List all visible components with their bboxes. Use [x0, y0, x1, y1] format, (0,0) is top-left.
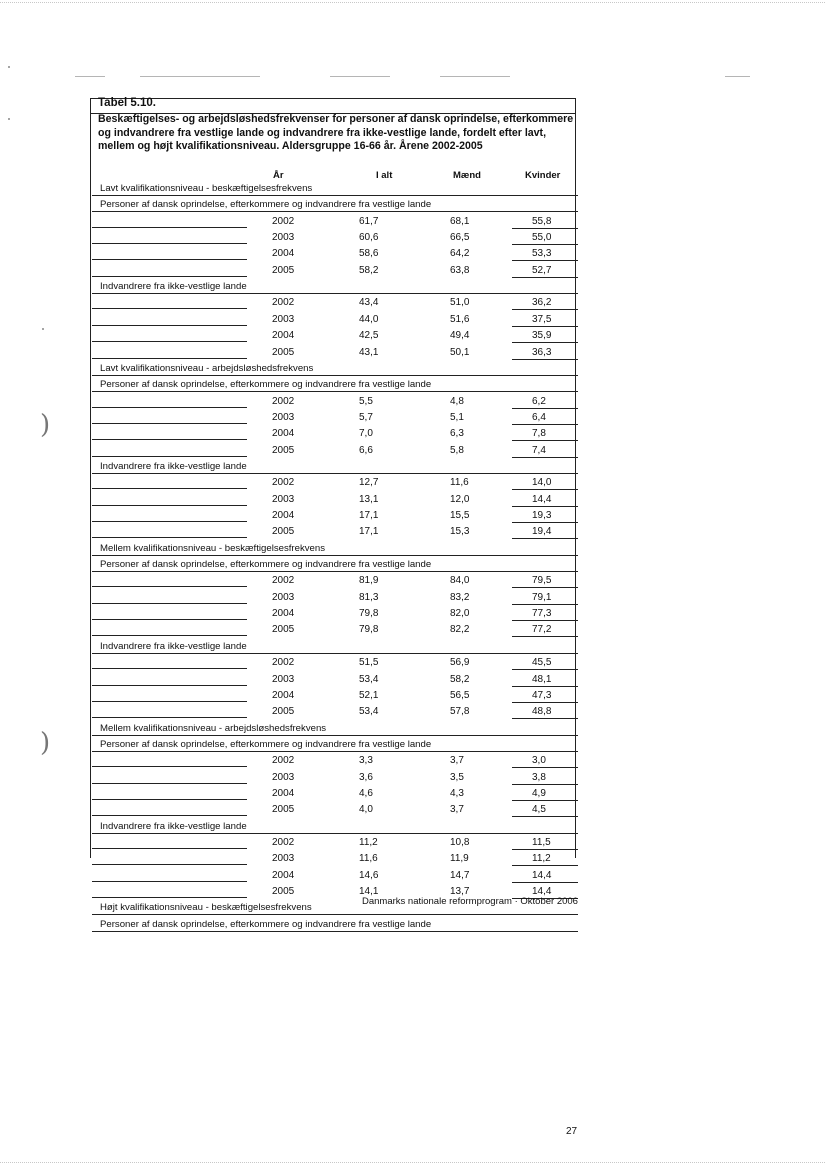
cell-year: 2003	[272, 771, 295, 783]
cell-year: 2004	[272, 510, 295, 521]
cell-men: 57,8	[450, 706, 470, 718]
cell-women: 37,5	[532, 313, 552, 325]
cell-men: 68,1	[450, 215, 470, 227]
scan-mark: )	[40, 728, 51, 758]
subsection-header-row	[92, 819, 582, 835]
table-row	[92, 410, 582, 426]
cell-women: 77,3	[532, 608, 552, 620]
cell-men: 15,5	[450, 510, 470, 521]
cell-women: 53,3	[532, 248, 552, 260]
cell-total: 3,3	[359, 755, 373, 767]
row-rule	[92, 521, 247, 522]
row-rule	[512, 587, 578, 588]
subsection-header-row	[92, 737, 582, 753]
subsection-header-row	[92, 459, 582, 475]
scan-artifact	[75, 76, 105, 77]
table-row	[92, 524, 582, 540]
row-rule	[512, 604, 578, 605]
row-rule	[92, 505, 247, 506]
cell-year: 2002	[272, 395, 295, 407]
row-rule	[92, 848, 247, 849]
cell-total: 14,6	[359, 869, 379, 881]
row-rule	[512, 440, 578, 441]
cell-men: 11,6	[450, 477, 469, 489]
cell-year: 2002	[272, 297, 295, 309]
cell-total: 53,4	[359, 706, 379, 718]
row-rule	[92, 619, 247, 620]
cell-women: 3,8	[532, 771, 546, 783]
cell-total: 58,6	[359, 248, 379, 260]
row-rule	[512, 702, 578, 703]
row-rule	[92, 668, 247, 669]
table-row	[92, 688, 582, 704]
cell-total: 52,1	[359, 689, 379, 701]
cell-men: 5,1	[450, 411, 464, 423]
cell-total: 79,8	[359, 624, 379, 636]
cell-men: 3,7	[450, 755, 464, 767]
row-rule	[512, 718, 578, 719]
cell-men: 84,0	[450, 575, 470, 587]
row-rule	[92, 308, 247, 309]
cell-year: 2003	[272, 853, 295, 865]
row-rule	[92, 783, 247, 784]
row-rule	[512, 800, 578, 801]
row-rule	[92, 833, 578, 834]
scan-artifact	[8, 118, 10, 120]
cell-women: 14,0	[532, 477, 552, 489]
section-header-row	[92, 541, 582, 557]
cell-year: 2002	[272, 215, 295, 227]
row-rule	[92, 341, 247, 342]
section-header-row	[92, 361, 582, 377]
cell-men: 4,3	[450, 787, 464, 799]
row-rule	[92, 717, 247, 718]
cell-women: 79,1	[532, 591, 552, 603]
cell-year: 2002	[272, 657, 295, 669]
row-rule	[512, 326, 578, 327]
row-rule	[92, 537, 247, 538]
row-rule	[512, 489, 578, 490]
subsection-header-row	[92, 917, 582, 933]
row-rule	[512, 686, 578, 687]
cell-year: 2005	[272, 886, 295, 898]
cell-men: 83,2	[450, 591, 470, 603]
cell-men: 56,9	[450, 657, 470, 669]
row-rule	[512, 767, 578, 768]
cell-year: 2002	[272, 755, 295, 767]
row-rule	[92, 276, 247, 277]
row-rule	[92, 407, 247, 408]
cell-women: 4,9	[532, 787, 546, 799]
row-rule	[92, 259, 247, 260]
cell-year: 2002	[272, 837, 295, 848]
cell-women: 14,4	[532, 886, 552, 898]
subsection-label: Indvandrere fra ikke-vestlige lande	[100, 281, 247, 293]
row-rule	[92, 685, 247, 686]
cell-year: 2004	[272, 608, 295, 620]
row-rule	[512, 636, 578, 637]
cell-year: 2004	[272, 787, 295, 799]
row-rule	[92, 766, 247, 767]
row-rule	[92, 735, 578, 736]
row-rule	[92, 931, 578, 932]
table-row	[92, 622, 582, 638]
table-row	[92, 704, 582, 720]
cell-women: 19,3	[532, 510, 552, 521]
cell-total: 42,5	[359, 330, 379, 342]
section-label: Lavt kvalifikationsniveau - arbejdsløshedsfrekvens	[100, 362, 314, 374]
row-rule	[92, 815, 247, 816]
column-header-total: I alt	[376, 170, 393, 181]
cell-year: 2004	[272, 248, 295, 260]
row-rule	[512, 457, 578, 458]
table-row	[92, 802, 582, 818]
cell-year: 2005	[272, 624, 295, 636]
cell-women: 14,4	[532, 869, 552, 881]
row-rule	[512, 865, 578, 866]
row-rule	[92, 586, 247, 587]
column-header-year: År	[273, 170, 284, 181]
cell-total: 13,1	[359, 493, 379, 505]
cell-men: 3,7	[450, 804, 464, 816]
subsection-label: Personer af dansk oprindelse, efterkommere og indvandrere fra vestlige lande	[100, 738, 432, 750]
cell-women: 19,4	[532, 526, 552, 538]
cell-men: 6,3	[450, 428, 464, 440]
cell-year: 2003	[272, 591, 295, 603]
cell-women: 6,2	[532, 395, 546, 407]
table-row	[92, 753, 582, 769]
row-rule	[512, 408, 578, 409]
table-row	[92, 230, 582, 246]
table-row	[92, 426, 582, 442]
table-row	[92, 295, 582, 311]
cell-women: 79,5	[532, 575, 552, 587]
table-row	[92, 214, 582, 230]
cell-men: 51,0	[450, 297, 470, 309]
table-row	[92, 312, 582, 328]
cell-women: 36,3	[532, 346, 552, 358]
subsection-header-row	[92, 377, 582, 393]
cell-year: 2005	[272, 444, 295, 456]
scan-mark: )	[40, 410, 51, 440]
row-rule	[512, 669, 578, 670]
cell-women: 77,2	[532, 624, 552, 636]
cell-total: 61,7	[359, 215, 379, 227]
table-row	[92, 508, 582, 524]
cell-men: 15,3	[450, 526, 470, 538]
cell-total: 43,4	[359, 297, 379, 309]
cell-men: 82,0	[450, 608, 470, 620]
row-rule	[92, 211, 578, 212]
scan-artifact	[330, 76, 390, 77]
cell-women: 11,2	[532, 853, 551, 865]
cell-year: 2003	[272, 411, 295, 423]
cell-total: 79,8	[359, 608, 379, 620]
row-rule	[512, 277, 578, 278]
table-row	[92, 246, 582, 262]
column-header-men: Mænd	[453, 170, 481, 181]
cell-total: 5,7	[359, 411, 373, 423]
section-label: Mellem kvalifikationsniveau - arbejdsløshedsfrekvens	[100, 722, 327, 734]
row-rule	[92, 195, 578, 196]
row-rule	[92, 391, 578, 392]
cell-women: 55,8	[532, 215, 552, 227]
row-rule	[512, 424, 578, 425]
scan-artifact	[8, 66, 10, 68]
cell-women: 11,5	[532, 837, 551, 848]
cell-total: 4,0	[359, 804, 373, 816]
row-rule	[92, 603, 247, 604]
subsection-label: Personer af dansk oprindelse, efterkommere og indvandrere fra vestlige lande	[100, 199, 432, 211]
scan-edge-top	[0, 2, 825, 3]
table-row	[92, 263, 582, 279]
cell-total: 81,9	[359, 575, 379, 587]
subsection-label: Indvandrere fra ikke-vestlige lande	[100, 820, 247, 832]
subsection-label: Personer af dansk oprindelse, efterkommere og indvandrere fra vestlige lande	[100, 559, 432, 571]
row-rule	[512, 784, 578, 785]
row-rule	[92, 488, 247, 489]
scan-artifact	[440, 76, 510, 77]
table-row	[92, 786, 582, 802]
subsection-label: Indvandrere fra ikke-vestlige lande	[100, 460, 247, 472]
table-row	[92, 492, 582, 508]
row-rule	[92, 881, 247, 882]
scan-artifact	[42, 328, 44, 330]
cell-men: 51,6	[450, 313, 470, 325]
subsection-label: Personer af dansk oprindelse, efterkommere og indvandrere fra vestlige lande	[100, 918, 432, 930]
table-row	[92, 345, 582, 361]
table-row	[92, 573, 582, 589]
row-rule	[512, 849, 578, 850]
row-rule	[92, 375, 578, 376]
row-rule	[92, 653, 578, 654]
row-rule	[512, 816, 578, 817]
row-rule	[92, 897, 247, 898]
row-rule	[92, 243, 247, 244]
cell-year: 2005	[272, 804, 295, 816]
table-row	[92, 655, 582, 671]
cell-total: 60,6	[359, 232, 379, 244]
cell-men: 50,1	[450, 346, 470, 358]
subsection-header-row	[92, 279, 582, 295]
cell-women: 3,0	[532, 755, 546, 767]
cell-men: 13,7	[450, 886, 470, 898]
cell-total: 58,2	[359, 264, 379, 276]
row-rule	[92, 864, 247, 865]
row-rule	[512, 522, 578, 523]
cell-total: 5,5	[359, 395, 373, 407]
row-rule	[512, 359, 578, 360]
cell-total: 6,6	[359, 444, 373, 456]
row-rule	[512, 309, 578, 310]
cell-women: 7,8	[532, 428, 546, 440]
cell-men: 12,0	[450, 493, 470, 505]
cell-men: 56,5	[450, 689, 470, 701]
table-row	[92, 590, 582, 606]
cell-men: 58,2	[450, 673, 470, 685]
scan-edge-bottom	[0, 1162, 825, 1163]
row-rule	[512, 882, 578, 883]
column-header-women: Kvinder	[525, 170, 561, 181]
section-header-row	[92, 721, 582, 737]
row-rule	[512, 620, 578, 621]
cell-men: 11,9	[450, 853, 469, 865]
page-footer: Danmarks nationale reformprogram · Oktober 2006	[362, 896, 578, 907]
cell-men: 14,7	[450, 869, 470, 881]
row-rule	[92, 439, 247, 440]
cell-total: 4,6	[359, 787, 373, 799]
cell-year: 2003	[272, 673, 295, 685]
cell-women: 48,8	[532, 706, 552, 718]
cell-year: 2002	[272, 575, 295, 587]
row-rule	[92, 293, 578, 294]
row-rule	[92, 473, 578, 474]
cell-men: 64,2	[450, 248, 470, 260]
row-rule	[92, 358, 247, 359]
cell-total: 14,1	[359, 886, 379, 898]
cell-women: 14,4	[532, 493, 552, 505]
row-rule	[512, 260, 578, 261]
row-rule	[92, 635, 247, 636]
table-number: Tabel 5.10.	[98, 97, 156, 109]
cell-women: 7,4	[532, 444, 546, 456]
cell-women: 47,3	[532, 689, 552, 701]
cell-total: 43,1	[359, 346, 379, 358]
cell-men: 10,8	[450, 837, 470, 848]
cell-women: 4,5	[532, 804, 546, 816]
table-row	[92, 328, 582, 344]
cell-year: 2004	[272, 330, 295, 342]
cell-year: 2004	[272, 428, 295, 440]
cell-men: 66,5	[450, 232, 470, 244]
row-rule	[92, 555, 578, 556]
page-number: 27	[566, 1126, 578, 1137]
cell-men: 5,8	[450, 444, 464, 456]
cell-men: 82,2	[450, 624, 470, 636]
row-rule	[512, 342, 578, 343]
row-rule	[92, 423, 247, 424]
table-row	[92, 851, 582, 867]
cell-year: 2004	[272, 869, 295, 881]
row-rule	[512, 244, 578, 245]
cell-year: 2005	[272, 706, 295, 718]
cell-year: 2003	[272, 313, 295, 325]
table-row	[92, 606, 582, 622]
cell-year: 2004	[272, 689, 295, 701]
subsection-label: Indvandrere fra ikke-vestlige lande	[100, 640, 247, 652]
table-row	[92, 770, 582, 786]
cell-total: 51,5	[359, 657, 379, 669]
cell-women: 36,2	[532, 297, 552, 309]
table-row	[92, 475, 582, 491]
cell-women: 48,1	[532, 673, 552, 685]
table-row	[92, 672, 582, 688]
row-rule	[512, 506, 578, 507]
row-rule	[92, 751, 578, 752]
row-rule	[92, 456, 247, 457]
cell-year: 2005	[272, 264, 295, 276]
section-label: Højt kvalifikationsniveau - beskæftigelsesfrekvens	[100, 902, 312, 914]
cell-women: 6,4	[532, 411, 546, 423]
section-header-row	[92, 181, 582, 197]
row-rule	[92, 701, 247, 702]
cell-men: 49,4	[450, 330, 470, 342]
section-label: Mellem kvalifikationsniveau - beskæftigelsesfrekvens	[100, 542, 326, 554]
cell-men: 63,8	[450, 264, 470, 276]
cell-total: 11,2	[359, 837, 378, 848]
cell-men: 4,8	[450, 395, 464, 407]
row-rule	[92, 325, 247, 326]
cell-year: 2005	[272, 526, 295, 538]
subsection-header-row	[92, 639, 582, 655]
row-rule	[512, 228, 578, 229]
cell-total: 53,4	[359, 673, 379, 685]
subsection-header-row	[92, 197, 582, 213]
scan-artifact	[725, 76, 750, 77]
cell-total: 17,1	[359, 526, 379, 538]
cell-year: 2003	[272, 493, 295, 505]
cell-total: 7,0	[359, 428, 373, 440]
table-row	[92, 835, 582, 851]
subsection-label: Personer af dansk oprindelse, efterkommere og indvandrere fra vestlige lande	[100, 379, 432, 391]
cell-year: 2003	[272, 232, 295, 244]
row-rule	[92, 914, 578, 915]
cell-total: 3,6	[359, 771, 373, 783]
subsection-header-row	[92, 557, 582, 573]
table-row	[92, 394, 582, 410]
cell-total: 81,3	[359, 591, 379, 603]
table-row	[92, 868, 582, 884]
cell-women: 45,5	[532, 657, 552, 669]
cell-women: 52,7	[532, 264, 552, 276]
table-row	[92, 443, 582, 459]
cell-year: 2005	[272, 346, 295, 358]
row-rule	[92, 227, 247, 228]
cell-men: 3,5	[450, 771, 464, 783]
row-rule	[92, 571, 578, 572]
cell-women: 35,9	[532, 330, 552, 342]
cell-total: 11,6	[359, 853, 378, 865]
table-heading: Beskæftigelses- og arbejdsløshedsfrekvenser for personer af dansk oprindelse, efterkommere og indvandrere fra vestlige lande og indvandrere fra ikke-vestlige lande, fordelt efter lavt, mellem og højt kvalifikationsniveau. Aldersgruppe 16-66 år. Årene 2002-2005	[98, 113, 574, 152]
section-label: Lavt kvalifikationsniveau - beskæftigelsesfrekvens	[100, 183, 313, 194]
cell-year: 2002	[272, 477, 295, 489]
cell-total: 12,7	[359, 477, 379, 489]
cell-women: 55,0	[532, 232, 552, 244]
row-rule	[92, 799, 247, 800]
scan-artifact	[140, 76, 260, 77]
row-rule	[512, 538, 578, 539]
cell-total: 17,1	[359, 510, 379, 521]
cell-total: 44,0	[359, 313, 379, 325]
